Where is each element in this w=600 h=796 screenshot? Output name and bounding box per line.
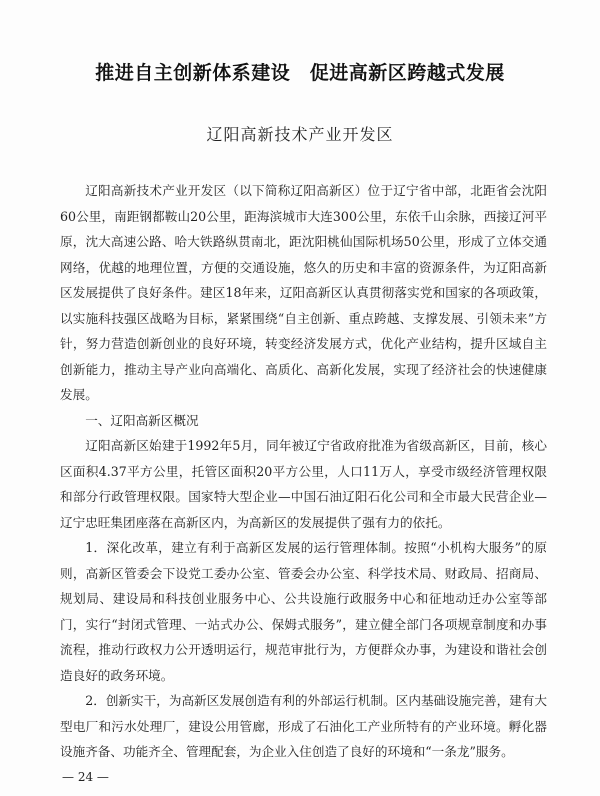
paragraph-overview: 辽阳高新区始建于1992年5月，同年被辽宁省政府批准为省级高新区，目前，核心区面积4.37平方公里，托管区面积20平方公里，人口11万人，享受市级经济管理权限和部分行政管理权限。国家特大型企业—中国石油辽阳石化公司和全市最大民营企业—辽宁忠旺集团座落在高新区内，为高新区的发展提供了强有力的依托。 xyxy=(60,438,547,530)
section-heading: 一、辽阳高新区概况 xyxy=(85,412,199,428)
paragraph-intro: 辽阳高新技术产业开发区（以下简称辽阳高新区）位于辽宁省中部，北距省会沈阳60公里，南距钢都鞍山20公里，距海滨城市大连300公里，东依千山余脉，西接辽河平原，沈大高速公路、哈大铁路纵贯南北，距沈阳桃仙国际机场50公里，形成了立体交通网络，优越的地理位置，方便的交通设施，悠久的历史和丰富的资源条件，为辽阳高新区发展提供了良好条件。建区18年来，辽阳高新区认真贯彻落实党和国家的各项政策，以实施科技强区战略为目标，紧紧围绕“自主创新、重点跨越、支撑发展、引领未来”方针，努力营造创新创业的良好环境，转变经济发展方式，优化产业结构，提升区域自主创新能力，推动主导产业向高端化、高质化、高新化发展，实现了经济社会的快速健康发展。 xyxy=(60,183,547,402)
paragraph-point-2: 2．创新实干，为高新区发展创造有利的外部运行机制。区内基础设施完善，建有大型电厂和污水处理厂，建设公用管廊，形成了石油化工产业所特有的产业环境。孵化器设施齐备、功能齐全、管理配套，为企业入住创造了良好的环境和“一条龙”服务。 xyxy=(60,693,547,759)
paragraph-point-1: 1．深化改革，建立有利于高新区发展的运行管理体制。按照“小机构大服务”的原则，高新区管委会下设党工委办公室、管委会办公室、科学技术局、财政局、招商局、规划局、建设局和科技创业服务中心、公共设施行政服务中心和征地动迁办公室等部门，实行“封闭式管理、一站式办公、保姆式服务”，建立健全部门各项规章制度和办事流程，推动行政权力公开透明运行，规范审批行为，方便群众办事，为建设和谐社会创造良好的政务环境。 xyxy=(60,540,547,683)
article-body xyxy=(60,178,547,765)
page-number: — 24 — xyxy=(62,770,109,784)
author-line: 辽阳高新技术产业开发区 xyxy=(206,125,394,144)
page-title: 推进自主创新体系建设 促进高新区跨越式发展 xyxy=(95,62,505,84)
